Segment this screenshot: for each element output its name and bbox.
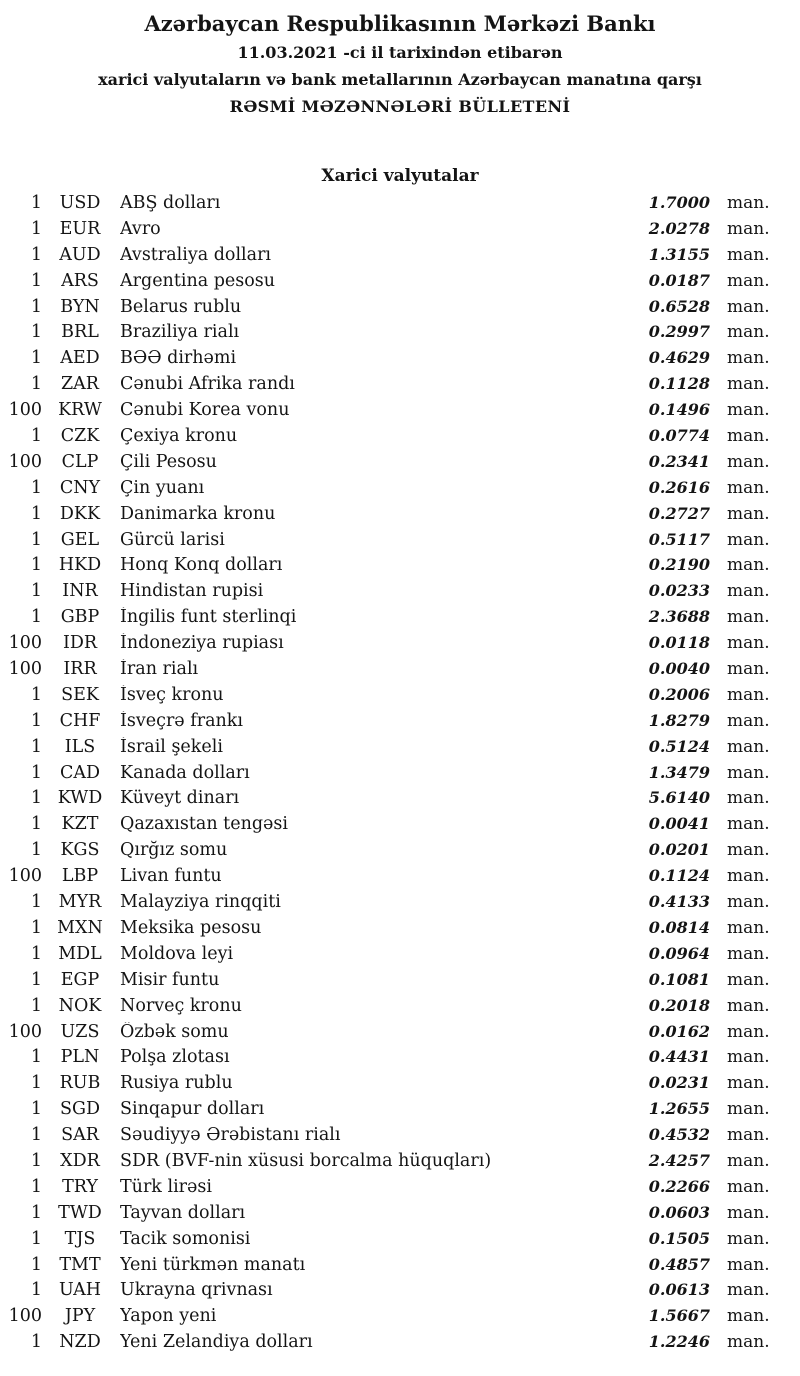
currency-name: İngilis funt sterlinqi [120,607,297,628]
unit-label: man. [727,1306,770,1327]
currency-name: Sinqapur dolları [120,1099,265,1120]
unit-label: man. [727,193,770,213]
quantity: 1 [30,943,42,964]
table-row [0,711,772,737]
unit-label: man. [727,659,770,680]
rate-value: 0.0118 [648,633,710,653]
currency-code: ARS [61,270,99,291]
quantity: 1 [30,193,42,213]
currency-name: Yapon yeni [120,1306,217,1327]
quantity: 1 [30,555,42,576]
table-row [0,478,772,504]
rate-value: 1.3479 [648,762,710,782]
currency-code: EUR [59,218,101,239]
quantity: 1 [30,1176,42,1197]
currency-name: Meksika pesosu [120,917,262,938]
quantity: 1 [30,1099,42,1120]
rate-value: 0.1128 [648,374,710,394]
currency-name: Polşa zlotası [120,1047,230,1068]
rate-value: 1.5667 [648,1306,710,1326]
table-row [0,685,772,711]
quantity: 1 [30,969,42,990]
currency-code: CAD [59,762,101,783]
currency-code: KWD [57,788,103,809]
bank-title: Azərbaycan Respublikasının Mərkəzi Bankı [144,11,656,36]
quantity: 1 [30,1202,42,1223]
unit-label: man. [727,1047,770,1068]
table-row [0,763,772,789]
unit-label: man. [727,1228,770,1249]
unit-label: man. [727,1176,770,1197]
rate-value: 0.0041 [648,814,710,834]
quantity: 100 [8,1021,42,1042]
currency-code: TWD [58,1202,102,1223]
unit-label: man. [727,607,770,628]
currency-code: NOK [58,995,102,1016]
rate-value: 0.0040 [648,659,710,679]
table-row [0,555,772,581]
unit-label: man. [727,1073,770,1094]
table-row [0,322,772,348]
section-title: Xarici valyutalar [321,166,479,186]
unit-label: man. [727,1150,770,1171]
effective-date: 11.03.2021 -ci il tarixindən etibarən [237,43,563,62]
currency-name: İran rialı [120,659,199,680]
table-row [0,1203,772,1229]
table-row [0,737,772,763]
quantity: 100 [8,633,42,654]
table-row [0,1229,772,1255]
currency-name: Rusiya rublu [120,1073,233,1094]
rate-value: 1.7000 [648,193,710,212]
rate-value: 1.2655 [648,1099,710,1119]
unit-label: man. [727,995,770,1016]
quantity: 1 [30,426,42,447]
currency-name: Tacik somonisi [120,1228,251,1249]
unit-label: man. [727,684,770,705]
rate-value: 1.2246 [648,1332,710,1352]
rate-value: 0.2006 [648,684,710,704]
currency-code: SEK [61,684,99,705]
unit-label: man. [727,1021,770,1042]
rates-table [0,193,772,1358]
quantity: 1 [30,374,42,395]
quantity: 1 [30,322,42,343]
currency-name: Çili Pesosu [120,451,217,472]
table-row [0,374,772,400]
quantity: 100 [8,451,42,472]
quantity: 1 [30,762,42,783]
table-row [0,633,772,659]
table-row [0,348,772,374]
currency-code: IRR [63,659,97,680]
currency-code: NZD [59,1332,101,1353]
table-row [0,1332,772,1358]
quantity: 1 [30,995,42,1016]
table-row [0,788,772,814]
rate-value: 0.2616 [648,477,710,497]
rate-value: 0.4133 [648,892,710,912]
rate-value: 2.4257 [648,1150,710,1170]
table-row [0,1022,772,1048]
currency-code: IDR [62,633,98,654]
quantity: 100 [8,866,42,887]
unit-label: man. [727,1280,770,1301]
table-row [0,219,772,245]
quantity: 1 [30,607,42,628]
unit-label: man. [727,322,770,343]
unit-label: man. [727,917,770,938]
table-row [0,1177,772,1203]
quantity: 1 [30,244,42,265]
unit-label: man. [727,270,770,291]
currency-name: Misir funtu [120,969,220,990]
quantity: 100 [8,1306,42,1327]
quantity: 1 [30,1228,42,1249]
currency-name: Yeni türkmən manatı [120,1254,306,1275]
table-row [0,504,772,530]
unit-label: man. [727,426,770,447]
currency-code: JPY [64,1306,96,1327]
table-row [0,1306,772,1332]
unit-label: man. [727,477,770,498]
quantity: 1 [30,477,42,498]
currency-code: KZT [61,814,99,835]
table-row [0,297,772,323]
unit-label: man. [727,840,770,861]
currency-code: USD [59,193,101,213]
table-row [0,452,772,478]
currency-name: Ukrayna qrivnası [120,1280,273,1301]
quantity: 1 [30,1280,42,1301]
currency-name: ABŞ dolları [120,193,221,213]
currency-code: PLN [60,1047,100,1068]
currency-code: ZAR [61,374,99,395]
currency-name: Gürcü larisi [120,529,225,550]
currency-name: İsveç kronu [120,684,224,705]
rate-value: 0.0231 [648,1073,710,1093]
currency-code: EGP [60,969,100,990]
rate-value: 0.4532 [648,1125,710,1145]
currency-code: DKK [59,503,101,524]
rate-value: 0.0603 [648,1202,710,1222]
rate-value: 1.8279 [648,710,710,730]
currency-name: Argentina pesosu [120,270,276,291]
currency-code: AED [60,348,100,369]
rate-value: 0.1124 [648,866,710,886]
table-row [0,866,772,892]
unit-label: man. [727,633,770,654]
unit-label: man. [727,374,770,395]
table-row [0,400,772,426]
quantity: 1 [30,1254,42,1275]
currency-code: LBP [61,866,99,887]
currency-code: RUB [59,1073,101,1094]
rate-value: 0.0201 [648,840,710,860]
rate-value: 0.5117 [648,529,710,549]
currency-name: Küveyt dinarı [120,788,240,809]
unit-label: man. [727,451,770,472]
rate-value: 0.2018 [648,995,710,1015]
bulletin-title: RƏSMİ MƏZƏNNƏLƏRİ BÜLLETENİ [229,97,571,116]
currency-name: İsrail şekeli [120,736,223,757]
table-row [0,530,772,556]
quantity: 1 [30,218,42,239]
table-row [0,892,772,918]
unit-label: man. [727,1099,770,1120]
unit-label: man. [727,710,770,731]
unit-label: man. [727,503,770,524]
quantity: 1 [30,503,42,524]
quantity: 1 [30,1047,42,1068]
currency-code: CNY [59,477,101,498]
currency-name: Belarus rublu [120,296,242,317]
unit-label: man. [727,400,770,421]
rate-value: 0.4629 [648,348,710,368]
currency-name: Çexiya kronu [120,426,238,447]
quantity: 1 [30,840,42,861]
currency-name: Çin yuanı [120,477,205,498]
quantity: 1 [30,296,42,317]
currency-name: İsveçrə frankı [120,710,243,731]
rate-value: 0.6528 [648,296,710,316]
currency-name: BƏƏ dirhəmi [120,348,237,369]
quantity: 1 [30,710,42,731]
table-row [0,814,772,840]
currency-name: Livan funtu [120,866,222,887]
unit-label: man. [727,244,770,265]
currency-name: Yeni Zelandiya dolları [120,1332,313,1353]
currency-code: ILS [64,736,96,757]
currency-name: Norveç kronu [120,995,242,1016]
currency-code: TJS [64,1228,96,1249]
currency-name: Qırğız somu [120,840,228,861]
currency-code: XDR [60,1150,100,1171]
table-row [0,271,772,297]
table-row [0,607,772,633]
rate-value: 0.5124 [648,736,710,756]
table-row [0,1099,772,1125]
table-row [0,840,772,866]
unit-label: man. [727,1332,770,1353]
unit-label: man. [727,969,770,990]
currency-code: BRL [61,322,99,343]
currency-code: TMT [59,1254,101,1275]
rate-value: 0.0162 [648,1021,710,1041]
unit-label: man. [727,1254,770,1275]
currency-name: İndoneziya rupiası [120,633,284,654]
quantity: 1 [30,270,42,291]
quantity: 100 [8,400,42,421]
quantity: 1 [30,814,42,835]
rate-value: 0.0613 [648,1280,710,1300]
rate-value: 0.1081 [648,969,710,989]
rate-value: 0.0814 [648,917,710,937]
quantity: 1 [30,917,42,938]
rate-value: 0.1496 [648,400,710,420]
table-row [0,426,772,452]
currency-code: UZS [60,1021,100,1042]
unit-label: man. [727,581,770,602]
unit-label: man. [727,529,770,550]
quantity: 1 [30,684,42,705]
currency-code: AUD [59,244,101,265]
table-row [0,1125,772,1151]
header-subtitle: xarici valyutaların və bank metallarının Azərbaycan manatına qarşı [98,70,702,89]
unit-label: man. [727,814,770,835]
currency-code: CZK [60,426,100,447]
rate-value: 0.0187 [648,270,710,290]
table-row [0,1151,772,1177]
rate-value: 0.2997 [648,322,710,342]
currency-name: Səudiyyə Ərəbistanı rialı [120,1125,341,1146]
rate-value: 0.0964 [648,943,710,963]
unit-label: man. [727,555,770,576]
table-row [0,659,772,685]
currency-name: Braziliya rialı [120,322,240,343]
currency-name: Avro [120,218,161,239]
currency-name: Danimarka kronu [120,503,276,524]
currency-code: GBP [60,607,100,628]
quantity: 100 [8,659,42,680]
rate-value: 0.1505 [648,1228,710,1248]
quantity: 1 [30,529,42,550]
unit-label: man. [727,218,770,239]
quantity: 1 [30,736,42,757]
currency-code: MXN [57,917,103,938]
table-row [0,1255,772,1281]
table-row [0,918,772,944]
unit-label: man. [727,348,770,369]
quantity: 1 [30,348,42,369]
rate-value: 5.6140 [648,788,710,808]
rate-value: 0.4857 [648,1254,710,1274]
unit-label: man. [727,892,770,913]
rate-value: 0.4431 [648,1047,710,1067]
rate-value: 0.0233 [648,581,710,601]
currency-code: KRW [58,400,102,421]
table-row [0,581,772,607]
quantity: 1 [30,1073,42,1094]
quantity: 1 [30,1150,42,1171]
document-header [0,8,772,120]
unit-label: man. [727,296,770,317]
currency-code: SAR [61,1125,99,1146]
currency-name: Honq Konq dolları [120,555,283,576]
unit-label: man. [727,1202,770,1223]
quantity: 1 [30,1332,42,1353]
rate-value: 2.3688 [648,607,710,627]
rate-value: 2.0278 [648,218,710,238]
unit-label: man. [727,943,770,964]
currency-code: UAH [58,1280,102,1301]
quantity: 1 [30,581,42,602]
rate-value: 0.2190 [648,555,710,575]
currency-code: MYR [58,892,102,913]
table-row [0,996,772,1022]
rate-value: 0.2727 [648,503,710,523]
currency-name: Moldova leyi [120,943,234,964]
unit-label: man. [727,762,770,783]
rate-value: 0.2341 [648,451,710,471]
table-row [0,944,772,970]
currency-code: CLP [61,451,99,472]
currency-code: MDL [58,943,102,964]
table-row [0,1073,772,1099]
currency-code: SGD [60,1099,100,1120]
currency-name: Kanada dolları [120,762,250,783]
table-row [0,245,772,271]
currency-name: Türk lirəsi [120,1176,212,1197]
rate-value: 0.0774 [648,426,710,446]
currency-name: Tayvan dolları [120,1202,246,1223]
currency-code: CHF [59,710,101,731]
currency-code: INR [62,581,98,602]
quantity: 1 [30,1125,42,1146]
rate-value: 1.3155 [648,244,710,264]
currency-code: BYN [60,296,100,317]
currency-code: TRY [62,1176,98,1197]
unit-label: man. [727,788,770,809]
currency-name: Avstraliya dolları [120,244,272,265]
currency-name: Qazaxıstan tengəsi [120,814,288,835]
unit-label: man. [727,736,770,757]
unit-label: man. [727,866,770,887]
currency-name: Cənubi Korea vonu [120,400,290,421]
table-row [0,1280,772,1306]
quantity: 1 [30,788,42,809]
currency-code: KGS [60,840,100,861]
quantity: 1 [30,892,42,913]
currency-name: Özbək somu [120,1021,229,1042]
currency-code: HKD [58,555,102,576]
currency-name: SDR (BVF-nin xüsusi borcalma hüquqları) [120,1150,492,1171]
currency-name: Malayziya rinqqiti [120,892,281,913]
currency-name: Hindistan rupisi [120,581,264,602]
currency-name: Cənubi Afrika randı [120,374,295,395]
table-row [0,1047,772,1073]
table-row [0,193,772,219]
currency-code: GEL [60,529,100,550]
rate-value: 0.2266 [648,1176,710,1196]
unit-label: man. [727,1125,770,1146]
table-row [0,970,772,996]
